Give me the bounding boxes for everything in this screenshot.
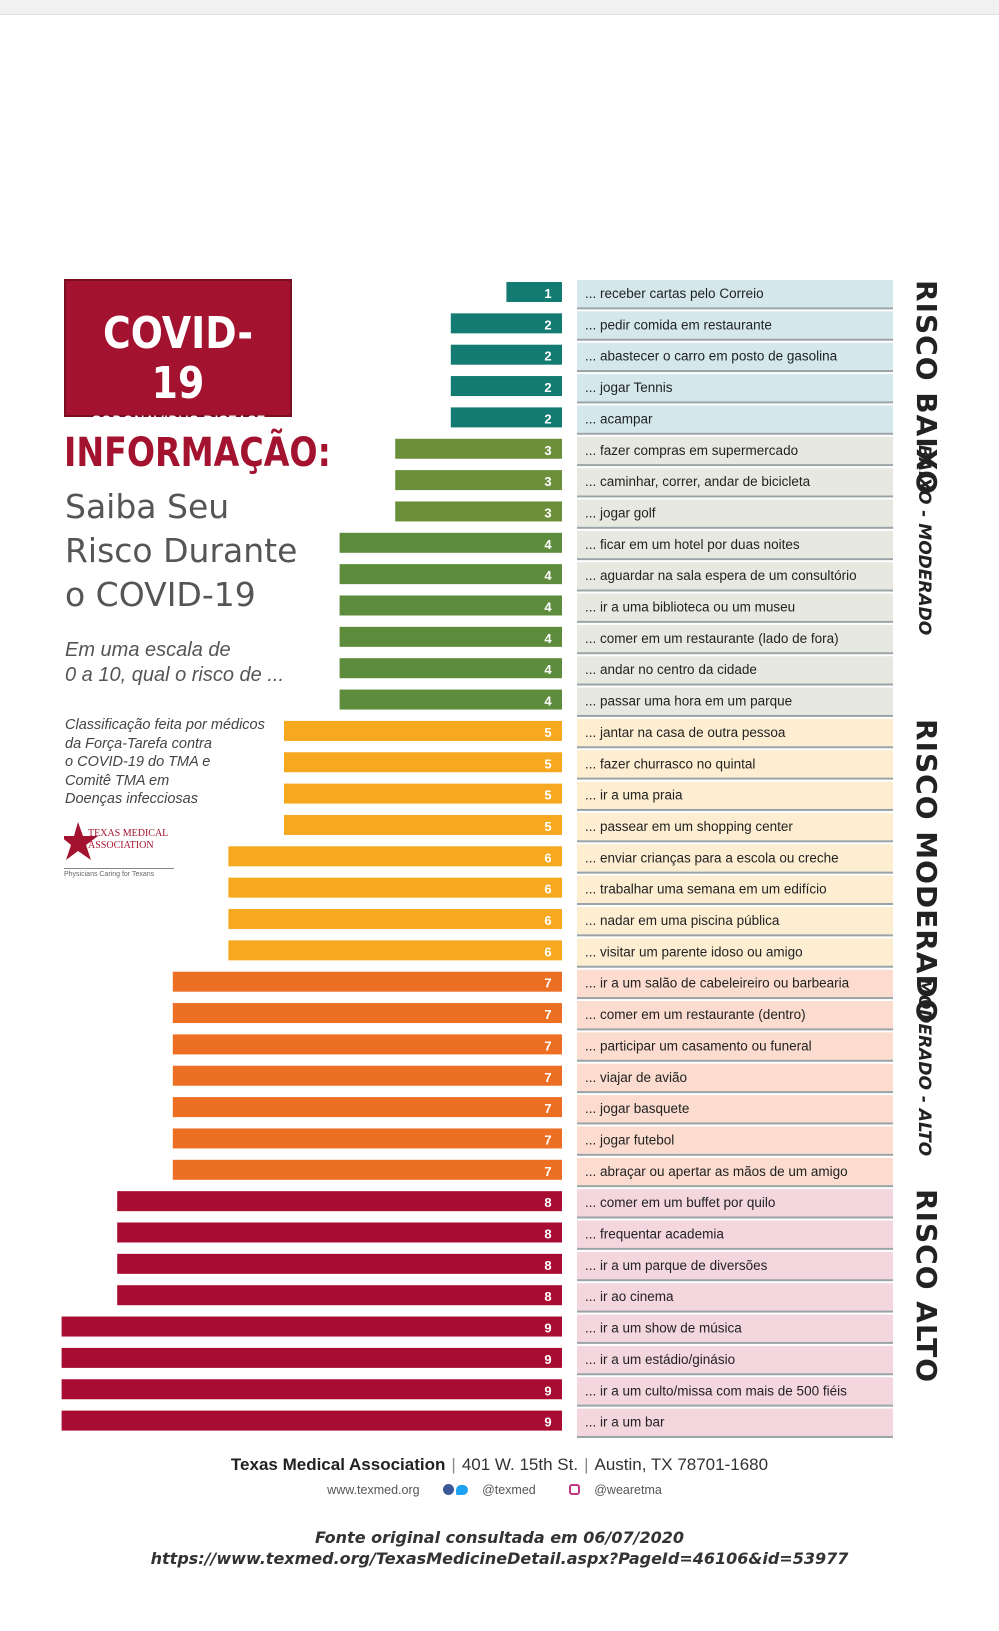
activity-label: ... ir a um culto/missa com mais de 500 fiéis	[585, 1383, 847, 1399]
risk-value-label: 7	[544, 1132, 552, 1148]
label-underline	[577, 746, 893, 748]
question-line: 0 a 10, qual o risco de ...	[65, 664, 285, 686]
risk-value-label: 4	[544, 599, 552, 615]
risk-bar	[284, 752, 562, 772]
risk-bar	[340, 627, 562, 647]
activity-label: ... receber cartas pelo Correio	[585, 286, 764, 301]
risk-value-label: 9	[544, 1383, 552, 1399]
source-line: Fonte original consultada em 06/07/2020	[314, 1528, 685, 1547]
facebook-icon	[443, 1484, 454, 1495]
risk-bar	[395, 470, 562, 490]
activity-label: ... abraçar ou apertar as mãos de um amigo	[585, 1163, 848, 1179]
risk-bar	[284, 784, 562, 804]
risk-bar	[62, 1317, 562, 1337]
label-underline	[577, 1248, 893, 1250]
label-underline	[577, 684, 893, 686]
credit-line: da Força-Tarefa contra	[65, 735, 212, 752]
risk-value-label: 7	[544, 975, 552, 991]
activity-label: ... ir ao cinema	[585, 1289, 674, 1305]
risk-value-label: 9	[544, 1414, 552, 1430]
risk-value-label: 3	[544, 474, 552, 490]
risk-bar	[117, 1191, 562, 1211]
risk-bar	[173, 1003, 562, 1023]
activity-label: ... passar uma hora em um parque	[585, 693, 793, 709]
risk-bar	[173, 1066, 562, 1086]
risk-value-label: 9	[544, 1351, 552, 1367]
risk-value-label: 2	[544, 380, 552, 396]
social-handle: @texmed	[482, 1483, 536, 1497]
activity-label: ... passear em um shopping center	[585, 818, 793, 834]
label-underline	[577, 1436, 893, 1438]
risk-level-text: RISCO MODERADO	[910, 718, 943, 1024]
label-underline	[577, 934, 893, 936]
risk-bar	[62, 1348, 562, 1368]
activity-label: ... comer em um restaurante (dentro)	[585, 1007, 806, 1023]
risk-bar	[173, 972, 562, 992]
risk-bar	[62, 1411, 562, 1431]
activity-label: ... aguardar na sala espera de um consultório	[585, 568, 857, 584]
tma-tagline: Physicians Caring for Texans	[64, 868, 174, 878]
footer-social-ig[interactable]	[559, 1483, 682, 1497]
risk-bar	[284, 815, 562, 835]
label-underline	[577, 903, 893, 905]
credit-line: Classificação feita por médicos	[65, 717, 265, 733]
footer-address: 401 W. 15th St.	[461, 1455, 579, 1474]
activity-label: ... ir a um parque de diversões	[585, 1257, 768, 1273]
label-underline	[577, 1060, 893, 1062]
label-underline	[577, 1154, 893, 1156]
risk-bar	[395, 501, 562, 521]
risk-value-label: 7	[544, 1038, 552, 1054]
risk-value-label: 2	[544, 411, 552, 427]
risk-value-label: 7	[544, 1007, 552, 1023]
risk-value-label: 6	[544, 944, 552, 960]
risk-level-text: BAIXO - MODERADO	[914, 444, 934, 635]
risk-value-label: 6	[544, 881, 552, 897]
activity-label: ... andar no centro da cidade	[585, 662, 757, 678]
footer-social-texmed[interactable]	[433, 1483, 556, 1497]
activity-label: ... ir a uma praia	[585, 787, 683, 803]
label-underline	[577, 621, 893, 623]
risk-bar	[506, 282, 562, 302]
activity-label: ... ir a uma biblioteca ou um museu	[585, 599, 796, 615]
risk-value-label: 8	[544, 1289, 552, 1305]
risk-bar	[228, 940, 562, 960]
activity-label: ... fazer churrasco no quintal	[585, 756, 756, 772]
activity-label: ... frequentar academia	[585, 1226, 724, 1242]
risk-level-text: RISCO BAIXO	[910, 280, 943, 496]
subhead-line: Risco Durante	[65, 531, 298, 570]
logo-subtitle: CORONAVIRUS DISEASE	[90, 413, 266, 433]
label-underline	[577, 1185, 893, 1187]
label-underline	[577, 339, 893, 341]
risk-bar	[173, 1160, 562, 1180]
activity-label: ... caminhar, correr, andar de bicicleta	[585, 474, 811, 490]
risk-value-label: 7	[544, 1101, 552, 1117]
risk-bar	[340, 658, 562, 678]
label-underline	[577, 840, 893, 842]
risk-bar	[117, 1223, 562, 1243]
risk-value-label: 1	[544, 286, 552, 301]
label-underline	[577, 1342, 893, 1344]
risk-bar	[62, 1379, 562, 1399]
label-underline	[577, 433, 893, 435]
activity-label: ... ficar em um hotel por duas noites	[585, 536, 800, 552]
label-underline	[577, 307, 893, 309]
label-underline	[577, 715, 893, 717]
risk-bar	[340, 533, 562, 553]
headline: INFORMAÇÃO:	[64, 430, 331, 476]
footer-web-line	[0, 1483, 999, 1497]
credit-line: Comitê TMA em	[65, 772, 170, 789]
twitter-icon	[456, 1485, 468, 1495]
activity-label: ... ir a um show de música	[585, 1320, 742, 1336]
risk-bar	[173, 1128, 562, 1148]
risk-value-label: 3	[544, 442, 552, 458]
activity-label: ... enviar crianças para a escola ou creche	[585, 850, 839, 866]
footer-org-line: Texas Medical Association | 401 W. 15th St. | Austin, TX 78701-1680	[230, 1455, 769, 1474]
risk-value-label: 4	[544, 630, 552, 646]
activity-label: ... comer em um buffet por quilo	[585, 1195, 776, 1211]
activity-label: ... fazer compras em supermercado	[585, 442, 799, 458]
risk-value-label: 4	[544, 536, 552, 552]
activity-label: ... trabalhar uma semana em um edifício	[585, 881, 827, 897]
tma-logo-line: ASSOCIATION	[88, 840, 154, 851]
activity-label: ... jantar na casa de outra pessoa	[585, 724, 786, 740]
activity-label: ... jogar golf	[585, 505, 656, 521]
label-underline	[577, 590, 893, 592]
social-handle: @wearetma	[594, 1483, 662, 1497]
risk-bar	[228, 846, 562, 866]
risk-bar	[228, 878, 562, 898]
risk-bar	[395, 439, 562, 459]
source-line: https://www.texmed.org/TexasMedicineDetail.aspx?PageId=46106&id=53977	[150, 1549, 849, 1568]
source-citation	[0, 1527, 999, 1569]
label-underline	[577, 1122, 893, 1124]
label-underline	[577, 1373, 893, 1375]
label-underline	[577, 464, 893, 466]
credit-line: Doenças infecciosas	[65, 791, 198, 807]
risk-value-label: 8	[544, 1257, 552, 1273]
footer-org-name: Texas Medical Association	[230, 1455, 446, 1474]
credit-line: o COVID-19 do TMA e	[65, 754, 211, 770]
risk-value-label: 5	[544, 818, 552, 834]
activity-label: ... abastecer o carro em posto de gasolina	[585, 348, 838, 364]
activity-label: ... nadar em uma piscina pública	[585, 913, 780, 928]
risk-value-label: 2	[544, 348, 552, 364]
risk-value-label: 7	[544, 1163, 552, 1179]
footer-website[interactable]: www.texmed.org	[327, 1483, 420, 1497]
activity-label: ... visitar um parente idoso ou amigo	[585, 944, 803, 960]
label-underline	[577, 370, 893, 372]
label-underline	[577, 809, 893, 811]
label-underline	[577, 1311, 893, 1313]
activity-label: ... jogar basquete	[585, 1101, 690, 1117]
activity-label: ... jogar futebol	[585, 1132, 675, 1148]
risk-value-label: 6	[544, 850, 552, 866]
label-underline	[577, 1217, 893, 1219]
label-underline	[577, 401, 893, 403]
label-underline	[577, 527, 893, 529]
risk-value-label: 4	[544, 662, 552, 678]
risk-value-label: 5	[544, 756, 552, 772]
risk-bar	[228, 909, 562, 929]
subhead-line: o COVID-19	[65, 575, 256, 614]
label-underline	[577, 495, 893, 497]
label-underline	[577, 1405, 893, 1407]
risk-value-label: 6	[544, 913, 552, 928]
risk-bar	[173, 1097, 562, 1117]
tma-logo-line: TEXAS MEDICAL	[88, 828, 169, 839]
risk-value-label: 5	[544, 724, 552, 740]
risk-value-label: 2	[544, 317, 552, 333]
activity-label: ... comer em um restaurante (lado de fora)	[585, 630, 839, 646]
activity-label: ... pedir comida em restaurante	[585, 317, 772, 333]
activity-label: ... participar um casamento ou funeral	[585, 1038, 812, 1054]
label-underline	[577, 652, 893, 654]
risk-bar	[340, 596, 562, 616]
label-underline	[577, 1279, 893, 1281]
risk-value-label: 3	[544, 505, 552, 521]
logo-title: COVID-19	[102, 308, 254, 409]
risk-bar	[284, 721, 562, 741]
risk-value-label: 8	[544, 1226, 552, 1242]
activity-label: ... jogar Tennis	[585, 380, 673, 396]
risk-level-text: MODERADO - ALTO	[914, 977, 934, 1156]
risk-level-text: RISCO ALTO	[910, 1189, 943, 1384]
activity-label: ... ir a um salão de cabeleireiro ou barbearia	[585, 975, 850, 991]
risk-bar	[117, 1285, 562, 1305]
activity-label: ... viajar de avião	[585, 1069, 688, 1085]
risk-value-label: 8	[544, 1195, 552, 1211]
risk-value-label: 7	[544, 1069, 552, 1085]
question-line: Em uma escala de	[65, 639, 231, 661]
risk-bar	[340, 690, 562, 710]
activity-label: ... acampar	[585, 411, 653, 427]
instagram-icon	[569, 1484, 580, 1495]
label-underline	[577, 872, 893, 874]
risk-value-label: 9	[544, 1320, 552, 1336]
label-underline	[577, 778, 893, 780]
label-underline	[577, 558, 893, 560]
risk-bar	[173, 1034, 562, 1054]
label-underline	[577, 1028, 893, 1030]
risk-value-label: 4	[544, 693, 552, 709]
risk-value-label: 5	[544, 787, 552, 803]
subhead-line: Saiba Seu	[65, 487, 230, 526]
risk-bar	[340, 564, 562, 584]
label-underline	[577, 997, 893, 999]
label-underline	[577, 966, 893, 968]
activity-label: ... ir a um bar	[585, 1414, 665, 1430]
label-underline	[577, 1091, 893, 1093]
risk-bar	[117, 1254, 562, 1274]
activity-label: ... ir a um estádio/ginásio	[585, 1351, 736, 1367]
footer-city: Austin, TX 78701-1680	[594, 1455, 769, 1474]
risk-value-label: 4	[544, 568, 552, 584]
